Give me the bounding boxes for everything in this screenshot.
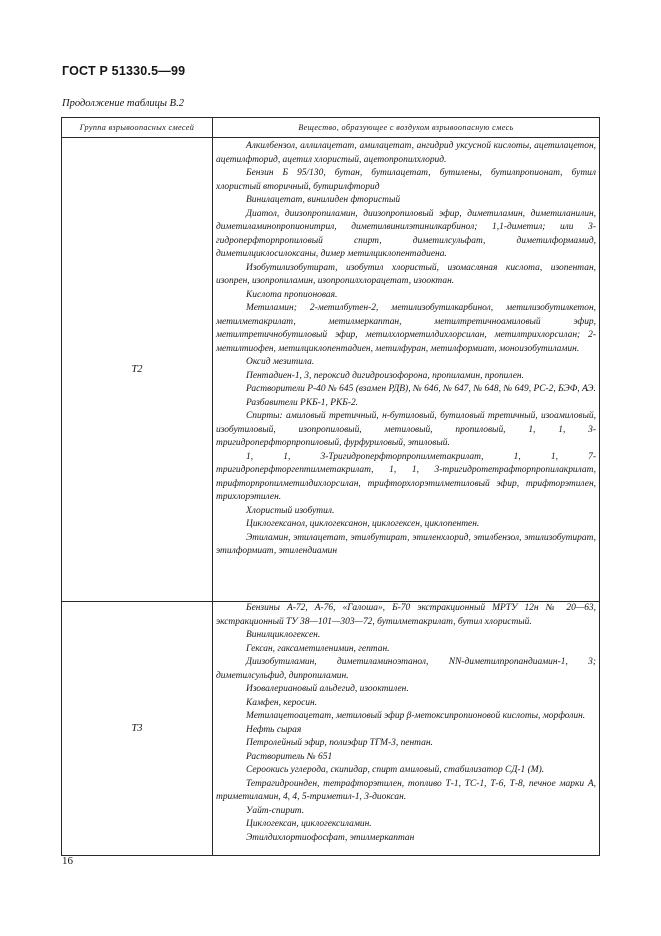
substances-table [61,117,600,856]
table-header-row [62,118,600,138]
substance-entry: Растворители Р-40 № 645 (взамен РДВ), № 646, № 647, № 648, № 649, РС-2, БЭФ, АЭ. [246,384,596,394]
substance-entry: Хлористый изобутил. [246,505,335,516]
substance-entry: Алкилбензол, аллилацетат, амилацетат, ангидрид уксусной кислоты, ацетилацетон, ацетилфторид, ацетил хлористый, ацетопропилхлорид. [216,141,596,165]
group-cell: Т2 [62,138,213,602]
substance-entry: Этилдихлортиофосфат, этилмеркаптан [246,832,415,843]
table-row [62,602,600,856]
substance-entry: Гексан, гаксаметиленимин, гептан. [246,643,390,654]
substance-entry: Уайт-спирит. [246,805,305,816]
substance-entry: Циклогексан, циклогексиламин. [246,819,372,829]
column-header-substance: Вещество, образующее с воздухом взрывоопасную смесь [213,118,600,138]
substance-entry: Циклогексанол, циклогексанон, циклогексен, циклопентен. [246,519,480,529]
substance-entry: Оксид мезитила. [246,357,315,367]
substance-entry: Изовалериановый альдегид, изооктилен. [246,684,409,694]
substance-entry: Петролейный эфир, полиэфир ТГМ-3, пентан. [246,738,433,748]
substance-entry: Кислота пропионовая. [246,289,338,300]
substance-entry: Диизобутиламин, диметиламиноэтанол, NN-диметилпропандиамин-1, 3; диметилсульфид, дипропиламин. [216,657,596,681]
document-title: ГОСТ Р 51330.5—99 [62,64,186,78]
substance-entry: Растворитель № 651 [246,751,333,762]
substance-entry: Метилацетоацетат, метиловый эфир β-метоксипропионовой кислоты, морфолин. [246,711,586,721]
substance-entry: Бензины А-72, А-76, «Галоша», Б-70 экстракционный МРТУ 12н № 20—63, экстракционный ТУ 38—101—303—72, бутилметакрилат, бутил хлористый. [216,603,596,627]
page-number: 16 [62,855,73,867]
substances-cell [213,138,600,602]
substance-entry: Тетрагидроинден, тетрафторэтилен, топливо Т-1, ТС-1, Т-6, Т-8, печное марки А, триметиламин, 4, 4, 5-триметил-1, 3-диоксан. [216,778,596,802]
substances-cell [213,602,600,856]
substance-entry: Камфен, керосин. [246,697,318,708]
substance-entry: Диатол, диизопропиламин, диизопропиловый эфир, диметиламин, диметиланилин, диметиламинопропионитрил, диметилвинилэтинилкарбинол; 1,1-диметил; или 3-гидроперфторпропиловый спирт, диметилсульфат, диметилформамид, диметилциклосилоксаны, димер метилциклопентадиена. [216,208,596,259]
table-caption: Продолжение таблицы В.2 [62,98,184,109]
substance-entry: Винилацетат, винилиден фтористый [246,195,401,205]
substance-entry: Спирты: амиловый третичный, н-бутиловый, бутиловый третичный, изоамиловый, изобутиловый, изопропиловый, метиловый, пропиловый, 1, 1, 3-тригидроперфторпропиловый, фурфуриловый, этиловый. [216,411,596,448]
substance-entry: Метиламин; 2-метилбутен-2, метилизобутилкарбинол, метилизобутилкетон, метилметакрилат, метилмеркаптан, метилтретичноамиловый эфир, метилтретичнобутиловый эфир, метилхлорметилдихлорсилан, метилтрихлорсилан; 2-метилтиофен, метилциклопентадиен, метилфуран, метилформиат, моноизобутиламин. [216,303,596,354]
group-cell: Т3 [62,602,213,856]
substance-entry: Нефть сырая [246,724,302,735]
substance-entry: Разбавители РКБ-1, РКБ-2. [246,397,359,408]
substance-entry: Винилциклогексен. [246,630,321,640]
substance-entry: Сероокись углерода, скипидар, спирт амиловый, стабилизатор СД-1 (М). [246,765,545,775]
substance-entry: Бензин Б 95/130, бутан, бутилацетат, бутилены, бутилпропионат, бутил хлористый вторичный, бутирилфторид [216,168,596,192]
substance-entry: Пентадиен-1, 3, пероксид дигидроизофорона, пропиламин, пропилен. [246,370,524,381]
substance-entry: 1, 1, 3-Тригидроперфторпропилметакрилат, 1, 1, 7-тригидроперфторгептилметакрилат, 1, 1, 3-тригидротетрафторпропилакрилат, трифторпропилметилдихлорсилан, трифторхлорэтилметиловый эфир, трифторэтилен, трихлорэтилен. [216,451,596,502]
column-header-group: Группа взрывоопасных смесей [62,118,213,138]
substance-entry: Изобутилизобутират, изобутил хлористый, изомасляная кислота, изопентан, изопрен, изопропиламин, изопропилхлорацетат, изооктан. [216,262,596,286]
substance-entry: Этиламин, этилацетат, этилбутират, этиленхлорид, этилбензол, этилизобутират, этилформиат, этилендиамин [216,532,596,556]
table-row [62,138,600,602]
